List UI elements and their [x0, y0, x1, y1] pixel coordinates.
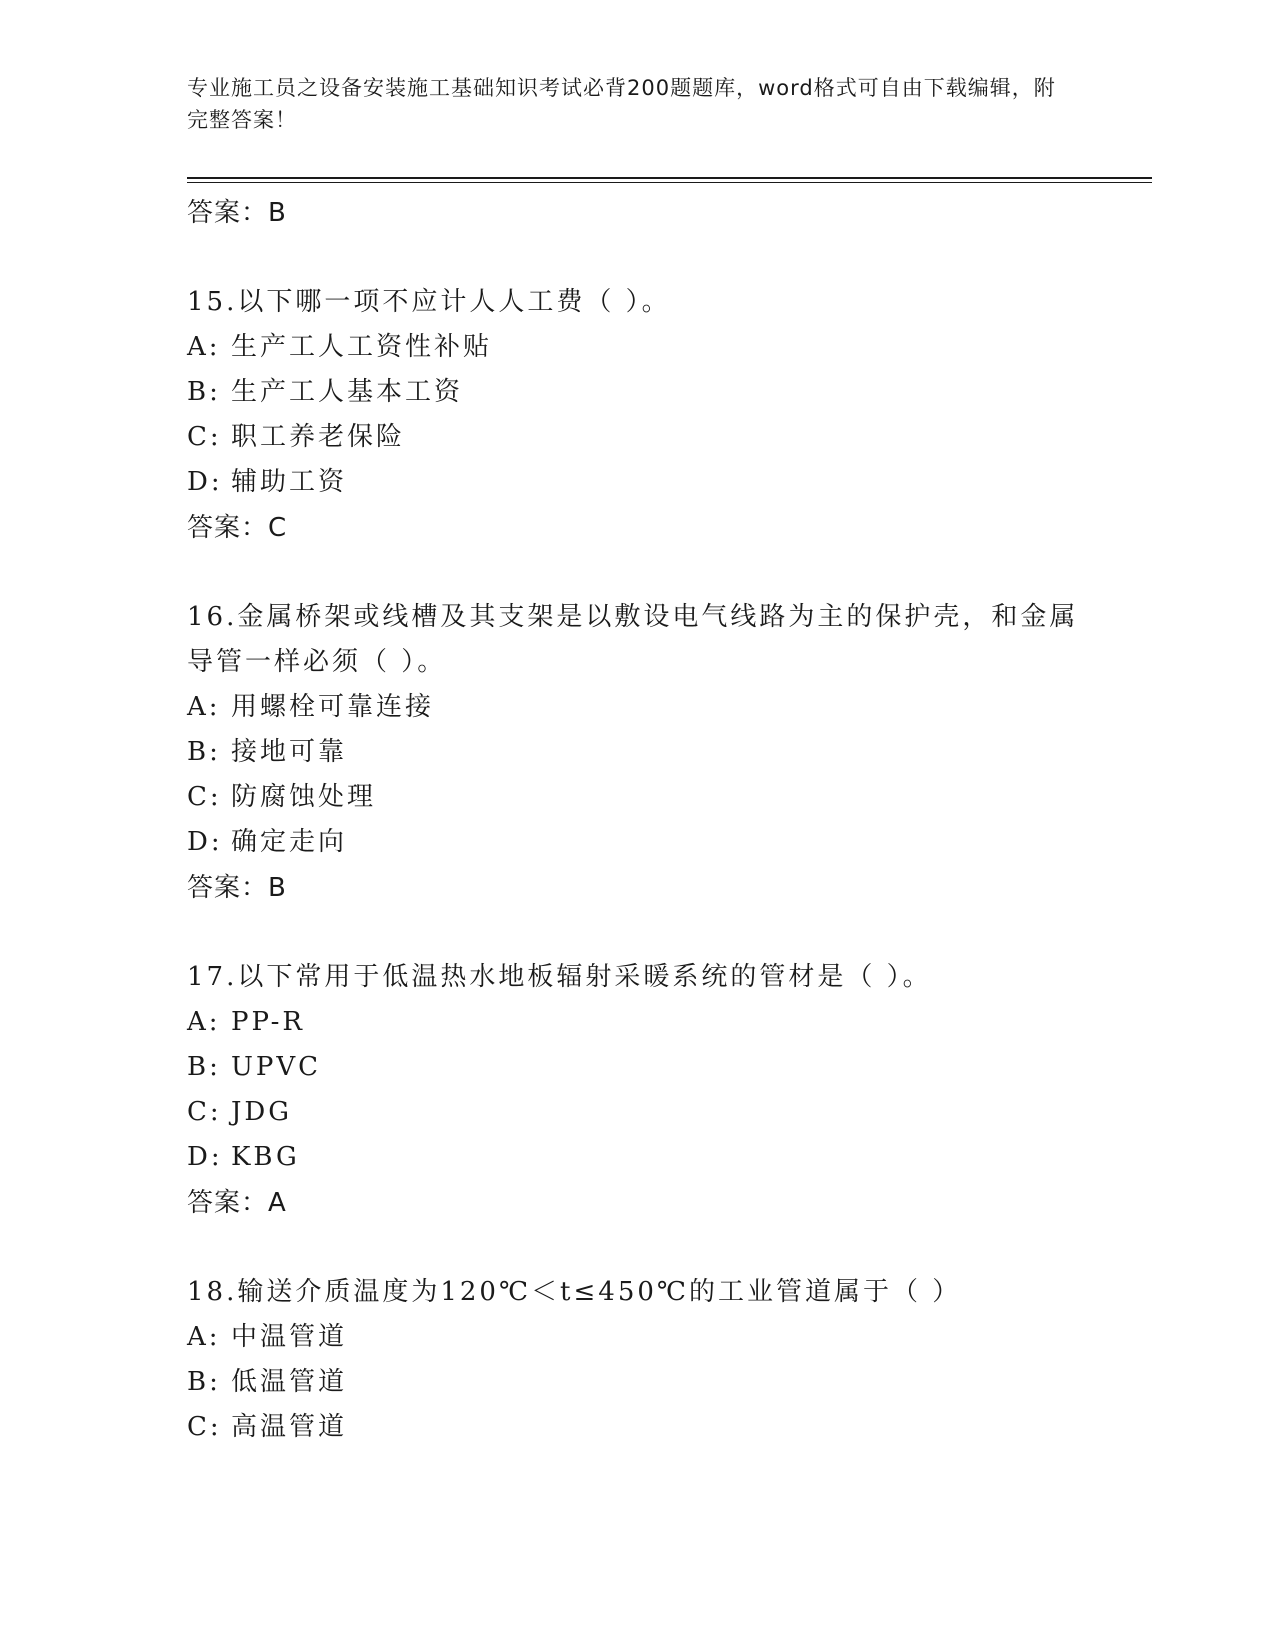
question-item: [187, 955, 1087, 1226]
question-list: [187, 190, 1087, 1450]
answer-line: 答案：C: [187, 513, 288, 543]
option-key: C:: [187, 1097, 222, 1127]
option-c: [187, 1090, 1087, 1135]
option-d: [187, 1135, 1087, 1180]
question-stem: 18.输送介质温度为120℃＜t≤450℃的工业管道属于（ ）: [187, 1277, 962, 1307]
option-text: 生产工人基本工资: [231, 377, 464, 407]
option-c: [187, 775, 1087, 820]
option-text: JDG: [231, 1097, 293, 1127]
question-item: [187, 595, 1087, 911]
answer-line: 答案：B: [187, 873, 287, 903]
option-key: C:: [187, 422, 222, 452]
option-key: C:: [187, 782, 222, 812]
page-header-title: 专业施工员之设备安装施工基础知识考试必背200题题库，word格式可自由下载编辑，附完整答案！: [187, 76, 1056, 132]
option-key: A:: [187, 1322, 221, 1352]
option-text: KBG: [231, 1142, 300, 1172]
option-text: 中温管道: [231, 1322, 348, 1352]
option-text: UPVC: [231, 1052, 322, 1082]
option-b: [187, 730, 1087, 775]
option-key: D:: [187, 467, 223, 497]
option-b: [187, 1045, 1087, 1090]
question-stem: 17.以下常用于低温热水地板辐射采暖系统的管材是（ ）。: [187, 962, 932, 992]
answer-line: 答案：B: [187, 198, 287, 228]
option-key: B:: [187, 1367, 221, 1397]
header-divider-thick: [187, 177, 1152, 179]
option-text: 防腐蚀处理: [231, 782, 377, 812]
option-b: [187, 1360, 1087, 1405]
option-b: [187, 370, 1087, 415]
option-c: [187, 415, 1087, 460]
question-stem: 16.金属桥架或线槽及其支架是以敷设电气线路为主的保护壳，和金属导管一样必须（ ）。: [187, 602, 1079, 677]
option-a: [187, 1000, 1087, 1045]
header-divider-thin: [187, 182, 1152, 183]
option-text: 高温管道: [231, 1412, 348, 1442]
option-text: 用螺栓可靠连接: [231, 692, 435, 722]
option-key: A:: [187, 692, 221, 722]
question-item: [187, 280, 1087, 551]
option-key: B:: [187, 737, 221, 767]
option-d: [187, 820, 1087, 865]
option-text: 低温管道: [231, 1367, 348, 1397]
option-text: 职工养老保险: [231, 422, 406, 452]
option-c: [187, 1405, 1087, 1450]
option-key: B:: [187, 1052, 221, 1082]
option-text: 确定走向: [231, 827, 348, 857]
option-a: [187, 1315, 1087, 1360]
question-item: [187, 1270, 1087, 1450]
option-text: PP-R: [231, 1007, 305, 1037]
option-text: 辅助工资: [231, 467, 348, 497]
option-key: C:: [187, 1412, 222, 1442]
option-a: [187, 685, 1087, 730]
option-key: D:: [187, 1142, 223, 1172]
option-key: B:: [187, 377, 221, 407]
option-text: 接地可靠: [231, 737, 348, 767]
question-stem: 15.以下哪一项不应计人人工费（ ）。: [187, 287, 671, 317]
option-key: A:: [187, 332, 221, 362]
option-a: [187, 325, 1087, 370]
answer-line: 答案：A: [187, 1188, 287, 1218]
option-key: D:: [187, 827, 223, 857]
option-text: 生产工人工资性补贴: [231, 332, 493, 362]
option-d: [187, 460, 1087, 505]
option-key: A:: [187, 1007, 221, 1037]
